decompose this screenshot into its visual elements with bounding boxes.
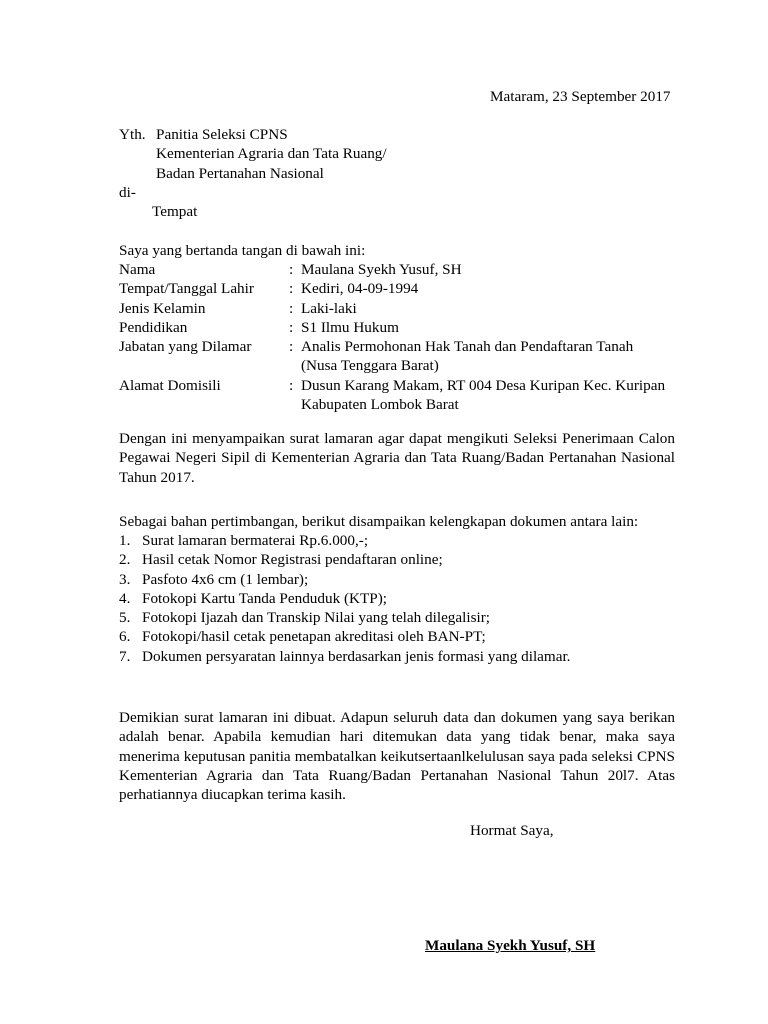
identity-value: S1 Ilmu Hukum <box>301 318 399 336</box>
list-text: Surat lamaran bermaterai Rp.6.000,-; <box>142 532 369 549</box>
documents-list <box>119 531 679 666</box>
list-text: Fotokopi Kartu Tanda Penduduk (KTP); <box>142 589 388 607</box>
list-number: 4. <box>119 589 131 607</box>
identity-label: Alamat Domisili <box>119 376 221 394</box>
list-item <box>119 550 679 569</box>
identity-label: Jenis Kelamin <box>119 299 206 317</box>
intro-text: Saya yang bertanda tangan di bawah ini: <box>119 242 366 259</box>
identity-value: Dusun Karang Makam, RT 004 Desa Kuripan Kec. Kuripan <box>301 376 666 394</box>
list-item <box>119 589 679 608</box>
recipient-line-4: di- <box>119 183 136 201</box>
list-item <box>119 531 679 550</box>
recipient-line-5: Tempat <box>152 203 198 221</box>
identity-colon: : <box>289 318 294 336</box>
list-text: Pasfoto 4x6 cm (1 lembar); <box>142 570 309 588</box>
list-item <box>119 627 679 646</box>
identity-colon: : <box>289 299 294 317</box>
identity-table <box>119 260 679 414</box>
list-text: Fotokopi Ijazah dan Transkip Nilai yang telah dilegalisir; <box>142 609 490 627</box>
identity-label: Tempat/Tanggal Lahir <box>119 280 254 298</box>
recipient-prefix: Yth. <box>119 126 146 143</box>
list-number: 5. <box>119 609 131 627</box>
identity-row <box>119 279 679 298</box>
list-text: Fotokopi/hasil cetak penetapan akreditasi oleh BAN-PT; <box>142 628 486 646</box>
recipient-line-3: Badan Pertanahan Nasional <box>156 164 324 182</box>
identity-row <box>119 337 679 356</box>
identity-label: Nama <box>119 261 156 278</box>
recipient-line-2: Kementerian Agraria dan Tata Ruang/ <box>156 145 387 163</box>
place-date: Mataram, 23 September 2017 <box>490 88 671 105</box>
list-text: Dokumen persyaratan lainnya berdasarkan jenis formasi yang dilamar. <box>142 647 571 665</box>
recipient-committee: Panitia Seleksi CPNS <box>156 126 288 143</box>
body-paragraph-purpose: Dengan ini menyampaikan surat lamaran agar dapat mengikuti Seleksi Penerimaan Calon Pegawai Negeri Sipil di Kementerian Agraria dan Tata Ruang/Badan Pertanahan Nasional Tahun 2017. <box>119 430 675 486</box>
identity-colon: : <box>289 261 294 278</box>
list-number: 6. <box>119 628 131 646</box>
list-item <box>119 570 679 589</box>
identity-row <box>119 318 679 337</box>
identity-colon: : <box>289 376 294 394</box>
identity-row <box>119 299 679 318</box>
list-number: 7. <box>119 647 131 665</box>
documents-intro: Sebagai bahan pertimbangan, berikut disampaikan kelengkapan dokumen antara lain: <box>119 513 639 530</box>
list-item <box>119 647 679 666</box>
list-item <box>119 608 679 627</box>
identity-value: Analis Permohonan Hak Tanah dan Pendaftaran Tanah <box>301 338 634 356</box>
identity-row <box>119 376 679 395</box>
list-text: Hasil cetak Nomor Registrasi pendaftaran online; <box>142 551 443 569</box>
identity-colon: : <box>289 280 294 298</box>
identity-colon: : <box>289 338 294 356</box>
identity-value-continuation: (Nusa Tenggara Barat) <box>301 357 439 375</box>
body-paragraph-closing: Demikian surat lamaran ini dibuat. Adapun seluruh data dan dokumen yang saya berikan adalah benar. Apabila kemudian hari ditemukan data yang tidak benar, maka saya menerima keputusan panitia membatalkan keikutsertaanlkelulusan saya pada seleksi CPNS Kementerian Agraria dan Tata Ruang/Badan Pertanahan Nasional Tahun 20l7. Atas perhatiannya diucapkan terima kasih. <box>119 709 675 804</box>
list-number: 2. <box>119 551 131 569</box>
identity-value-continuation: Kabupaten Lombok Barat <box>301 396 459 414</box>
list-number: 3. <box>119 570 131 588</box>
closing-salutation: Hormat Saya, <box>470 822 554 839</box>
identity-value: Kediri, 04-09-1994 <box>301 280 419 298</box>
list-number: 1. <box>119 532 131 549</box>
identity-value: Maulana Syekh Yusuf, SH <box>301 261 462 278</box>
identity-label: Jabatan yang Dilamar <box>119 338 252 356</box>
identity-label: Pendidikan <box>119 318 188 336</box>
recipient-line-1 <box>119 125 387 144</box>
signer-name: Maulana Syekh Yusuf, SH <box>425 937 596 954</box>
identity-row <box>119 260 679 279</box>
recipient-address <box>119 125 387 221</box>
identity-value: Laki-laki <box>301 299 357 317</box>
